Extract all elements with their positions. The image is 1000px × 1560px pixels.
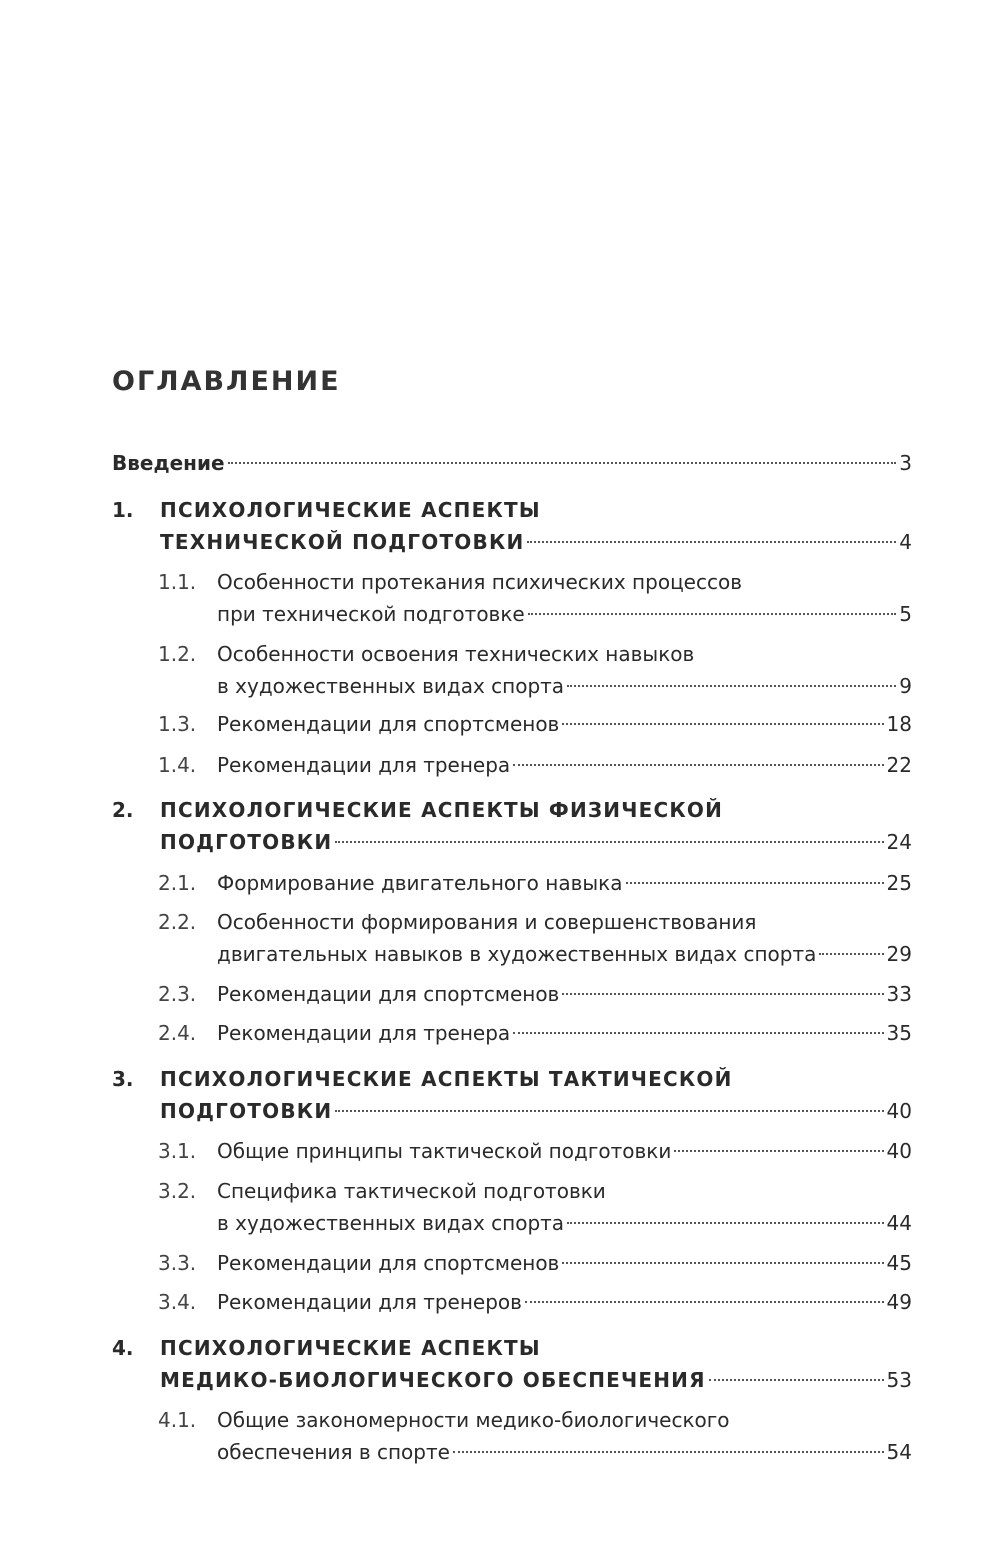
dot-leader [626,882,884,884]
toc-entry-text: в художественных видах спорта [217,674,565,698]
dot-leader [513,764,883,766]
dot-leader [562,723,883,725]
toc-entry-text: Особенности освоения технических навыков [217,642,695,666]
toc-page-number: 24 [886,830,912,854]
toc-entry-text: Общие принципы тактической подготовки [217,1139,672,1163]
toc-entry-text: Рекомендации для спортсменов [217,982,560,1006]
toc-entry-number: 1.1. [158,570,197,594]
toc-entry-text: при технической подготовке [217,602,525,626]
toc-entry-text: Рекомендации для тренеров [217,1290,522,1314]
toc-page-number: 4 [899,530,912,554]
toc-page-number: 35 [886,1021,912,1045]
toc-entry-number: 1.2. [158,642,197,666]
dot-leader [527,541,896,543]
toc-entry-number: 2. [112,798,134,822]
toc-entry-number: 3. [112,1067,134,1091]
toc-entry-number: 3.4. [158,1290,197,1314]
dot-leader [709,1379,884,1381]
toc-entry-text: ПСИХОЛОГИЧЕСКИЕ АСПЕКТЫ [160,1336,541,1360]
toc-page-number: 44 [886,1211,912,1235]
dot-leader [567,685,896,687]
toc-page-number: 18 [886,712,912,736]
toc-entry-text: Специфика тактической подготовки [217,1179,606,1203]
dot-leader [674,1150,883,1152]
toc-entry-text: ПСИХОЛОГИЧЕСКИЕ АСПЕКТЫ ТАКТИЧЕСКОЙ [160,1067,733,1091]
toc-page-number: 22 [886,753,912,777]
toc-page-number: 40 [886,1139,912,1163]
toc-entry-text: Особенности протекания психических процессов [217,570,742,594]
toc-entry-number: 4. [112,1336,134,1360]
toc-page-number: 5 [899,602,912,626]
toc-entry-text: двигательных навыков в художественных видах спорта [217,942,817,966]
toc-entry-number: 2.1. [158,871,197,895]
toc-entry-text: в художественных видах спорта [217,1211,565,1235]
toc-entry-number: 3.2. [158,1179,197,1203]
toc-entry-number: 4.1. [158,1408,197,1432]
toc-entry-text: ПСИХОЛОГИЧЕСКИЕ АСПЕКТЫ ФИЗИЧЕСКОЙ [160,798,724,822]
dot-leader [335,841,883,843]
toc-entry-text: ПСИХОЛОГИЧЕСКИЕ АСПЕКТЫ [160,498,541,522]
toc-entry-number: 2.2. [158,910,197,934]
toc-entry-number: 2.3. [158,982,197,1006]
toc-entry-number: 1.3. [158,712,197,736]
toc-entry-text: обеспечения в спорте [217,1440,450,1464]
dot-leader [453,1451,884,1453]
toc-page-number: 25 [886,871,912,895]
dot-leader [562,993,883,995]
toc-page-number: 33 [886,982,912,1006]
toc-page-number: 54 [886,1440,912,1464]
toc-entry-text: МЕДИКО-БИОЛОГИЧЕСКОГО ОБЕСПЕЧЕНИЯ [160,1368,706,1392]
dot-leader [228,462,897,464]
dot-leader [335,1110,883,1112]
dot-leader [562,1262,883,1264]
toc-page-number: 9 [899,674,912,698]
toc-entry-text: ПОДГОТОВКИ [160,1099,333,1123]
toc-page-number: 29 [886,942,912,966]
dot-leader [567,1222,883,1224]
dot-leader [525,1301,884,1303]
toc-title: ОГЛАВЛЕНИЕ [112,366,341,397]
toc-page-number: 40 [886,1099,912,1123]
toc-page-number: 53 [886,1368,912,1392]
toc-entry-text: ТЕХНИЧЕСКОЙ ПОДГОТОВКИ [160,530,525,554]
toc-entry-number: 3.1. [158,1139,197,1163]
dot-leader [513,1032,883,1034]
toc-entry-text: Введение [112,451,225,475]
dot-leader [819,953,883,955]
toc-entry-text: Рекомендации для спортсменов [217,712,560,736]
toc-entry-text: ПОДГОТОВКИ [160,830,333,854]
toc-entry-text: Формирование двигательного навыка [217,871,623,895]
toc-entry-number: 1. [112,498,134,522]
toc-page-number: 49 [886,1290,912,1314]
toc-entry-text: Рекомендации для спортсменов [217,1251,560,1275]
toc-entry-number: 1.4. [158,753,197,777]
dot-leader [528,613,897,615]
toc-entry-number: 3.3. [158,1251,197,1275]
toc-entry-text: Общие закономерности медико-биологического [217,1408,730,1432]
toc-entry-number: 2.4. [158,1021,197,1045]
toc-entry-text: Рекомендации для тренера [217,753,511,777]
toc-page-number: 3 [899,451,912,475]
toc-entry-text: Особенности формирования и совершенствования [217,910,757,934]
toc-entry-text: Рекомендации для тренера [217,1021,511,1045]
toc-page-number: 45 [886,1251,912,1275]
